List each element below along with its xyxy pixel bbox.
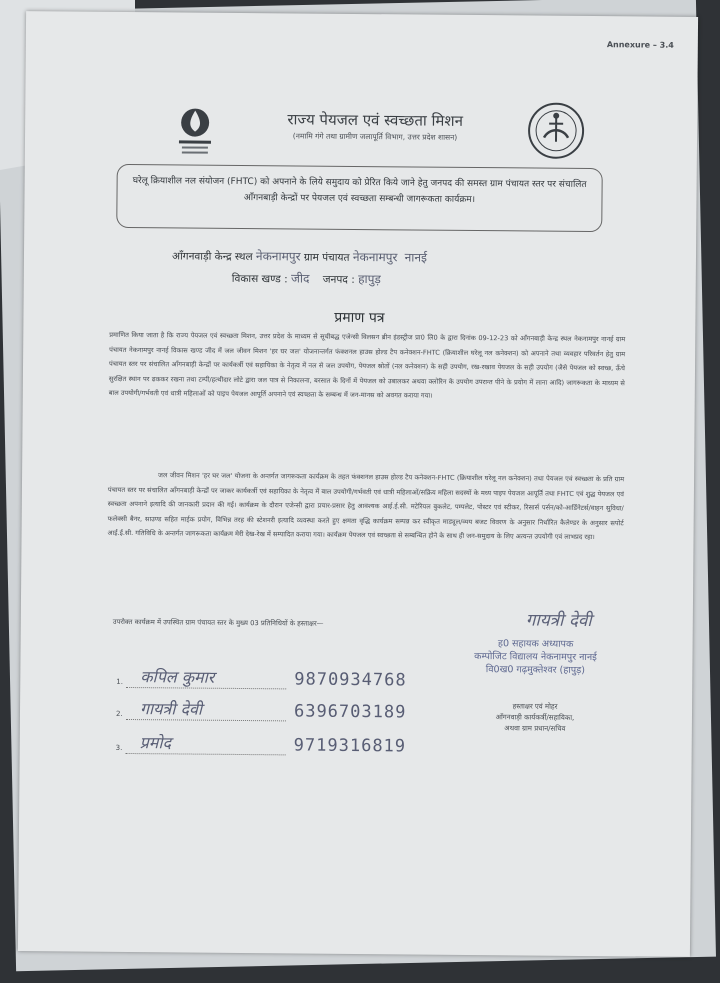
up-government-emblem-icon	[527, 101, 586, 160]
caption-line-1: हस्ताक्षर एवं मोहर	[512, 702, 558, 711]
annexure-label: Annexure – 3.4	[606, 40, 674, 50]
representative-index: 2.	[115, 709, 123, 718]
representatives-label: उपरोक्त कार्यक्रम में उपस्थित ग्राम पंचायत स्तर के मुख्य 03 प्रतिनिधियों के हस्ताक्षर—	[112, 617, 324, 628]
mission-title: राज्य पेयजल एवं स्वच्छता मिशन	[287, 110, 464, 130]
water-mission-logo-icon	[173, 104, 217, 160]
representative-row	[116, 726, 496, 759]
certificate-paragraph-2: जल जीवन मिशन 'हर घर जल' योजना के अन्तर्गत जागरूकता कार्यक्रम के तहत फंक्शनल हाउस होल्ड टैप कनेक्शन-FHTC (क्रियाशील घरेलू नल कनेक्शन) तथा पेयजल एवं स्वच्छता के प्रति ग्राम पंचायत स्तर पर संचालित आँगनबाड़ी केन्द्रों पर जाकर कार्यकर्त्री एवं सहायिका के नेतृत्व में बाल उपयोगी/गर्भवती एवं धात्री महिलाओं/सक्रिय महिला सदस्यों के मध्य पाइप पेयजल आपूर्ति तथा FHTC एवं शुद्ध पेयजल एवं स्वच्छता अपनाने इत्यादि की जानकारी प्रदान की गई। कार्यक्रम के दौरान एजेन्सी द्वारा प्रचार-प्रसार हेतु आवश्यक आई.ई.सी. मटेरियल बुकलेट, पम्पलेट, पोस्टर एवं स्टीकर, रिसार्स पर्सन/को-आर्डिनेटर्स/वाहन सुविधा/फलेक्सी बैनर, साउण्ड सहित माईक प्रयोग, विभिन्न तरह की स्टेशनरी इत्यादि व्यवस्था करते हुए क्षमता वृद्धि कार्यक्रम सम्पन्न कर स्वीकृत माड्यूल/व्यय बजट विवरण के अनुसार निर्धारित कैलेण्डर के अनुसार सपोर्ट आई.ई.सी. गतिविधि के अन्तर्गत जागरूकता कार्यक्रम मेरी देख-रेख में सम्पादित कराया गया। कार्यक्रम पेयजल एवं स्वच्छता से सम्बन्धित होने के साथ ही जन-समुदाय के लिए अत्यन्त उपयोगी एवं लाभप्रद रहा।	[107, 471, 625, 542]
stamp-line-1: ह0 सहायक अध्यापक	[497, 638, 574, 650]
representative-row	[116, 692, 496, 725]
signature-caption	[460, 701, 610, 735]
panchayat-value: नेकनामपुर नानई	[352, 249, 428, 265]
district-value: हापुड़	[358, 271, 381, 287]
representative-phone: 9719316819	[293, 735, 407, 757]
panchayat-label: ग्राम पंचायत	[303, 251, 350, 264]
representative-phone: 6396703189	[293, 701, 407, 723]
caption-line-3: अथवा ग्राम प्रधान/सचिव	[504, 724, 566, 733]
district-label: जनपद :	[322, 273, 355, 286]
block-district-line	[232, 269, 532, 289]
centre-value: नेकनामपुर	[255, 249, 301, 264]
caption-line-2: आँगनवाड़ी कार्यकर्त्री/सहायिका,	[495, 713, 575, 722]
centre-label: आँगनवाड़ी केन्द्र स्थल	[171, 250, 253, 264]
centre-panchayat-line	[172, 246, 612, 267]
program-banner: घरेलू क्रियाशील नल संयोजन (FHTC) को अपनाने के लिये समुदाय को प्रेरित किये जाने हेतु जनपद की समस्त ग्राम पंचायत स्तर पर संचालित आँगनबाड़ी केन्द्रों पर पेयजल एवं स्वच्छता सम्बन्धी जागरूकता कार्यक्रम।	[116, 164, 603, 232]
representative-name: प्रमोद	[126, 731, 286, 755]
representative-phone: 9870934768	[294, 669, 407, 691]
block-value: जीद	[290, 271, 310, 286]
signatory-signature: गायत्री देवी	[525, 610, 592, 632]
representative-index: 3.	[115, 743, 123, 752]
stamp-line-3: वि0ख0 गढ़मुक्तेश्वर (हापुड़)	[485, 664, 585, 676]
block-label: विकास खण्ड :	[231, 272, 288, 286]
representative-row	[116, 660, 496, 693]
certificate-paragraph-1: प्रमाणित किया जाता है कि राज्य पेयजल एवं स्वच्छता मिशन, उत्तर प्रदेश के माध्यम से सूचीबद्ध एजेन्सी विलसन ब्रीन इंडस्ट्रीज प्रा0 लि0 के द्वारा दिनांक 09-12-23 को आँगनबाड़ी केन्द्र स्थल नेकनामपुर नानई ग्राम पंचायत नेकनामपुर नानई विकास खण्ड जीद में जल जीवन मिशन 'हर घर जल' योजनान्तर्गत फंक्शनल हाउस होल्ड टैप कनेक्शन-FHTC (क्रियाशील घरेलू नल कनेक्शन) को अपनाने तथा व्यवहार परिवर्तन हेतु ग्राम पंचायत स्तर पर संचालित आँगनबाड़ी केन्द्रों पर कार्यकर्त्री एवं सहायिका के नेतृत्व में नल से जल उपयोग, पेयजल स्रोतों (नल कनेक्शन) के सही उपयोग, रख-रखाव पेयजल के सही उपयोग (जैसे पेयजल को स्वच्छ, ऊँचे सुरक्षित स्थान पर ढककर रखना तथा टम्पी/हत्थीदार लोटे द्वारा जल पात्र से निकालना, बरसात के दिनों में पेयजल को उबालकर अथवा क्लोरिन के उपयोग उपरान्त पीने के प्रयोग में लाना आदि) जागरूकता के माध्यम से बाल उपयोगी/गर्भवती एवं धात्री महिलाओं को पाइप पेयजल आपूर्ति अपनाने एवं स्वच्छता के सम्बन्ध में जन-मानस को अवगत कराया गया।	[108, 330, 626, 400]
representative-name: कपिल कुमार	[126, 665, 286, 689]
representative-name: गायत्री देवी	[126, 697, 286, 721]
mission-subtitle: (नमामि गंगे तथा ग्रामीण जलापूर्ति विभाग, उत्तर प्रदेश शासन)	[292, 131, 458, 142]
certificate-page	[18, 11, 698, 957]
certificate-title: प्रमाण पत्र	[334, 309, 385, 327]
stamp-line-2: कम्पोजिट विद्यालय नेकनामपुर नानई	[474, 651, 597, 664]
representative-index: 1.	[116, 677, 123, 686]
